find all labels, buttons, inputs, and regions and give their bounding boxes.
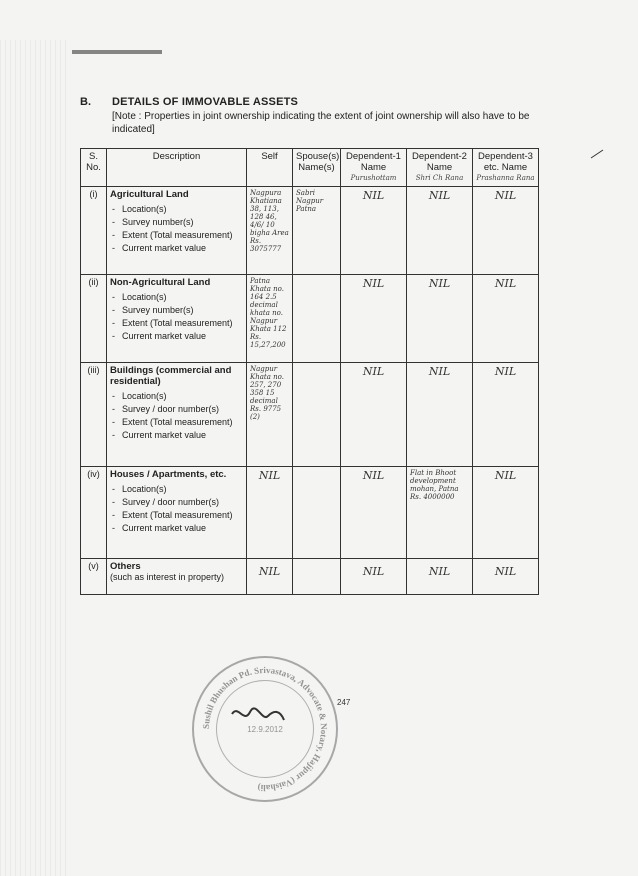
cell-spouse [293, 275, 341, 363]
subitem-survey: - Survey / door number(s) [122, 496, 243, 509]
table-row [81, 559, 539, 595]
cell-dependent-2: NIL [407, 275, 473, 363]
cell-self: NIL [247, 467, 293, 559]
svg-text:12.9.2012: 12.9.2012 [247, 725, 283, 734]
cell-self: Nagpura Khatiana 38, 113, 128 46, 4/6/ 10 bigha Area Rs. 3075777 [247, 187, 293, 275]
header-dependent-2 [407, 149, 473, 187]
row-subitems [110, 483, 243, 535]
svg-text:Sushil Bhushan Pd. Srivastava,: Sushil Bhushan Pd. Srivastava, Advocate & Notary, Hajipur (Vaishali) [200, 664, 330, 794]
table-row [81, 275, 539, 363]
section-prefix: B. [80, 96, 91, 108]
subitem-extent: - Extent (Total measurement) [122, 229, 243, 242]
header-self: Self [247, 149, 293, 187]
scan-smudge [72, 50, 162, 54]
row-title: Houses / Apartments, etc. [110, 469, 227, 480]
subitem-location: - Location(s) [122, 483, 243, 496]
subitem-market-value: - Current market value [122, 242, 243, 255]
header-dependent-2-name: Shri Ch Rana [415, 174, 464, 182]
cell-self: NIL [247, 559, 293, 595]
row-title: Non-Agricultural Land [110, 277, 211, 288]
row-description [107, 559, 247, 595]
header-dependent-3-name: Prashanna Rana [476, 174, 535, 182]
subitem-survey: - Survey number(s) [122, 304, 243, 317]
section-heading: DETAILS OF IMMOVABLE ASSETS [112, 96, 299, 108]
cell-dependent-3: NIL [473, 559, 539, 595]
cell-dependent-2: Flat in Bhoot development mohan, Patna Rs. 4000000 [407, 467, 473, 559]
subitem-extent: - Extent (Total measurement) [122, 416, 243, 429]
cell-dependent-3: NIL [473, 363, 539, 467]
header-dependent-1-name: Purushottam [350, 174, 397, 182]
cell-dependent-2: NIL [407, 363, 473, 467]
subitem-market-value: - Current market value [122, 429, 243, 442]
subitem-location: - Location(s) [122, 203, 243, 216]
row-sno: (iii) [81, 363, 107, 467]
subitem-survey: - Survey number(s) [122, 216, 243, 229]
row-sno: (ii) [81, 275, 107, 363]
page-number: 247 [337, 698, 351, 707]
row-description [107, 363, 247, 467]
cell-dependent-1: NIL [341, 467, 407, 559]
row-description [107, 467, 247, 559]
row-sno: (v) [81, 559, 107, 595]
cell-dependent-1: NIL [341, 559, 407, 595]
cell-dependent-2: NIL [407, 559, 473, 595]
row-note: (such as interest in property) [110, 572, 225, 582]
header-dependent-3-label: Dependent-3 etc. Name [478, 151, 533, 173]
row-title: Buildings (commercial and residential) [110, 365, 232, 387]
table-row [81, 363, 539, 467]
row-subitems [110, 291, 243, 343]
cell-dependent-3: NIL [473, 275, 539, 363]
subitem-location: - Location(s) [122, 390, 243, 403]
row-subitems [110, 390, 243, 442]
row-description [107, 275, 247, 363]
signature-mark [228, 700, 288, 730]
header-description: Description [107, 149, 247, 187]
header-dependent-2-label: Dependent-2 Name [412, 151, 467, 173]
cell-self: Patna Khata no. 164 2.5 decimal khata no. Nagpur Khata 112 Rs. 15,27,200 [247, 275, 293, 363]
row-sno: (i) [81, 187, 107, 275]
header-sno: S. No. [81, 149, 107, 187]
row-title: Others [110, 561, 141, 572]
table-row [81, 187, 539, 275]
cell-spouse [293, 467, 341, 559]
row-title: Agricultural Land [110, 189, 189, 200]
subitem-location: - Location(s) [122, 291, 243, 304]
row-description [107, 187, 247, 275]
section-note: [Note : Properties in joint ownership indicating the extent of joint ownership will also have to be indicated] [112, 111, 530, 135]
cell-dependent-1: NIL [341, 187, 407, 275]
cell-self: Nagpur Khata no. 257, 270 358 15 decimal Rs. 9775 (2) [247, 363, 293, 467]
cell-dependent-3: NIL [473, 187, 539, 275]
assets-table [80, 148, 539, 595]
cell-spouse [293, 363, 341, 467]
cell-dependent-1: NIL [341, 363, 407, 467]
subitem-market-value: - Current market value [122, 330, 243, 343]
header-dependent-1-label: Dependent-1 Name [346, 151, 401, 173]
table-row [81, 467, 539, 559]
header-spouse: Spouse(s) Name(s) [293, 149, 341, 187]
pen-mark [590, 148, 604, 160]
scan-noise [0, 40, 70, 876]
cell-spouse: Sabri Nagpur Patna [293, 187, 341, 275]
subitem-survey: - Survey / door number(s) [122, 403, 243, 416]
header-dependent-3 [473, 149, 539, 187]
cell-spouse [293, 559, 341, 595]
subitem-market-value: - Current market value [122, 522, 243, 535]
row-sno: (iv) [81, 467, 107, 559]
cell-dependent-3: NIL [473, 467, 539, 559]
subitem-extent: - Extent (Total measurement) [122, 509, 243, 522]
subitem-extent: - Extent (Total measurement) [122, 317, 243, 330]
row-subitems [110, 203, 243, 255]
cell-dependent-1: NIL [341, 275, 407, 363]
cell-dependent-2: NIL [407, 187, 473, 275]
table-header-row [81, 149, 539, 187]
header-dependent-1 [341, 149, 407, 187]
